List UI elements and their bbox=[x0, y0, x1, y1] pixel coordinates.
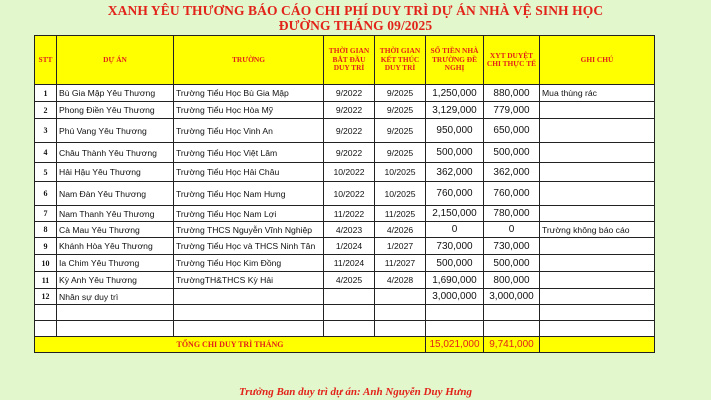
row-start-time: 1/2024 bbox=[324, 238, 375, 255]
row-stt: 4 bbox=[35, 143, 57, 163]
row-project: Nam Đàn Yêu Thương bbox=[57, 182, 174, 206]
row-project: Châu Thành Yêu Thương bbox=[57, 143, 174, 163]
row-notes bbox=[540, 143, 655, 163]
header-notes: GHI CHÚ bbox=[540, 36, 655, 85]
row-requested-amount: 950,000 bbox=[426, 119, 484, 143]
report-title: XANH YÊU THƯƠNG BÁO CÁO CHI PHÍ DUY TRÌ DỰ ÁN NHÀ VỆ SINH HỌC bbox=[107, 3, 604, 18]
table-row bbox=[35, 119, 655, 143]
row-approved-amount: 500,000 bbox=[484, 255, 540, 272]
table-row bbox=[35, 163, 655, 182]
row-approved-amount: 779,000 bbox=[484, 102, 540, 119]
row-notes: Trường không báo cáo bbox=[540, 222, 655, 238]
row-requested-amount: 1,690,000 bbox=[426, 272, 484, 289]
row-approved-amount: 730,000 bbox=[484, 238, 540, 255]
row-approved-amount: 3,000,000 bbox=[484, 289, 540, 305]
row-requested-amount: 1,250,000 bbox=[426, 85, 484, 102]
empty-cell bbox=[484, 321, 540, 337]
row-requested-amount: 500,000 bbox=[426, 143, 484, 163]
row-stt: 10 bbox=[35, 255, 57, 272]
table-row bbox=[35, 85, 655, 102]
header-stt: STT bbox=[35, 36, 57, 85]
row-school: Trường Tiểu Học Kim Đồng bbox=[174, 255, 324, 272]
row-end-time: 4/2028 bbox=[375, 272, 426, 289]
empty-cell bbox=[57, 321, 174, 337]
row-end-time: 10/2025 bbox=[375, 182, 426, 206]
row-end-time: 9/2025 bbox=[375, 119, 426, 143]
header-start-time: THỜI GIAN BẮT ĐẦU DUY TRÌ bbox=[324, 36, 375, 85]
table-row bbox=[35, 272, 655, 289]
row-project: Phú Vang Yêu Thương bbox=[57, 119, 174, 143]
empty-cell bbox=[324, 321, 375, 337]
row-stt: 6 bbox=[35, 182, 57, 206]
table-row bbox=[35, 222, 655, 238]
empty-cell bbox=[540, 321, 655, 337]
row-start-time: 9/2022 bbox=[324, 143, 375, 163]
empty-cell bbox=[484, 305, 540, 321]
row-school: Trường Tiểu Học Hòa Mỹ bbox=[174, 102, 324, 119]
table-row bbox=[35, 289, 655, 305]
row-project: Phong Điền Yêu Thương bbox=[57, 102, 174, 119]
row-end-time: 4/2026 bbox=[375, 222, 426, 238]
row-end-time: 9/2025 bbox=[375, 143, 426, 163]
row-start-time: 9/2022 bbox=[324, 85, 375, 102]
table-header-row bbox=[35, 36, 655, 85]
header-approved-amount: XYT DUYỆT CHI THỰC TẾ bbox=[484, 36, 540, 85]
row-start-time: 10/2022 bbox=[324, 182, 375, 206]
row-school: Trường Tiểu Học Nam Lợi bbox=[174, 206, 324, 222]
table-row bbox=[35, 102, 655, 119]
row-approved-amount: 500,000 bbox=[484, 143, 540, 163]
row-end-time: 1/2027 bbox=[375, 238, 426, 255]
row-school: Trường Tiểu Học Bù Gia Mập bbox=[174, 85, 324, 102]
footer-signature: Trưởng Ban duy trì dự án: Anh Nguyễn Duy Hưng bbox=[239, 386, 472, 398]
row-stt: 8 bbox=[35, 222, 57, 238]
row-start-time: 11/2022 bbox=[324, 206, 375, 222]
row-approved-amount: 780,000 bbox=[484, 206, 540, 222]
row-school: TrườngTH&THCS Kỳ Hải bbox=[174, 272, 324, 289]
row-stt: 12 bbox=[35, 289, 57, 305]
row-approved-amount: 760,000 bbox=[484, 182, 540, 206]
row-school: Trường THCS Nguyễn Vĩnh Nghiệp bbox=[174, 222, 324, 238]
header-project: DỰ ÁN bbox=[57, 36, 174, 85]
row-notes bbox=[540, 255, 655, 272]
row-notes bbox=[540, 206, 655, 222]
row-approved-amount: 650,000 bbox=[484, 119, 540, 143]
row-approved-amount: 362,000 bbox=[484, 163, 540, 182]
row-start-time bbox=[324, 289, 375, 305]
row-start-time: 9/2022 bbox=[324, 119, 375, 143]
row-notes bbox=[540, 119, 655, 143]
report-subtitle: ĐƯỜNG THÁNG 09/2025 bbox=[278, 18, 433, 33]
row-start-time: 10/2022 bbox=[324, 163, 375, 182]
row-school: Trường Tiểu Học Nam Hưng bbox=[174, 182, 324, 206]
row-end-time: 11/2025 bbox=[375, 206, 426, 222]
row-school: Trường Tiểu Học Việt Lâm bbox=[174, 143, 324, 163]
row-stt: 3 bbox=[35, 119, 57, 143]
row-project: Kỳ Anh Yêu Thương bbox=[57, 272, 174, 289]
empty-cell bbox=[174, 305, 324, 321]
row-end-time: 9/2025 bbox=[375, 102, 426, 119]
header-requested-amount: SỐ TIỀN NHÀ TRƯỜNG ĐỀ NGHỊ bbox=[426, 36, 484, 85]
maintenance-cost-table bbox=[34, 35, 655, 353]
empty-row bbox=[35, 321, 655, 337]
table-row bbox=[35, 238, 655, 255]
table-row bbox=[35, 206, 655, 222]
row-requested-amount: 3,129,000 bbox=[426, 102, 484, 119]
empty-cell bbox=[426, 305, 484, 321]
row-stt: 1 bbox=[35, 85, 57, 102]
table-body bbox=[35, 85, 655, 353]
row-end-time: 11/2027 bbox=[375, 255, 426, 272]
row-requested-amount: 3,000,000 bbox=[426, 289, 484, 305]
row-project: Hải Hậu Yêu Thương bbox=[57, 163, 174, 182]
table-row bbox=[35, 255, 655, 272]
table-row bbox=[35, 182, 655, 206]
row-stt: 7 bbox=[35, 206, 57, 222]
row-school bbox=[174, 289, 324, 305]
row-project: Bù Gia Mập Yêu Thương bbox=[57, 85, 174, 102]
row-end-time bbox=[375, 289, 426, 305]
total-notes bbox=[540, 337, 655, 353]
row-notes bbox=[540, 238, 655, 255]
row-approved-amount: 800,000 bbox=[484, 272, 540, 289]
row-project: Cà Mau Yêu Thương bbox=[57, 222, 174, 238]
row-project: Nhân sự duy trì bbox=[57, 289, 174, 305]
empty-cell bbox=[35, 321, 57, 337]
empty-cell bbox=[375, 305, 426, 321]
row-start-time: 11/2024 bbox=[324, 255, 375, 272]
row-start-time: 4/2025 bbox=[324, 272, 375, 289]
row-approved-amount: 880,000 bbox=[484, 85, 540, 102]
empty-cell bbox=[375, 321, 426, 337]
row-project: Nam Thanh Yêu Thương bbox=[57, 206, 174, 222]
empty-cell bbox=[324, 305, 375, 321]
row-notes: Mua thùng rác bbox=[540, 85, 655, 102]
row-requested-amount: 362,000 bbox=[426, 163, 484, 182]
row-requested-amount: 760,000 bbox=[426, 182, 484, 206]
row-notes bbox=[540, 102, 655, 119]
row-project: Ia Chim Yêu Thương bbox=[57, 255, 174, 272]
header-end-time: THỜI GIAN KẾT THÚC DUY TRÌ bbox=[375, 36, 426, 85]
row-notes bbox=[540, 289, 655, 305]
empty-cell bbox=[540, 305, 655, 321]
row-notes bbox=[540, 272, 655, 289]
row-stt: 11 bbox=[35, 272, 57, 289]
row-project: Khánh Hòa Yêu Thương bbox=[57, 238, 174, 255]
row-approved-amount: 0 bbox=[484, 222, 540, 238]
row-school: Trường Tiểu Học Vinh An bbox=[174, 119, 324, 143]
empty-cell bbox=[426, 321, 484, 337]
row-stt: 9 bbox=[35, 238, 57, 255]
row-requested-amount: 500,000 bbox=[426, 255, 484, 272]
row-school: Trường Tiểu Học Hải Châu bbox=[174, 163, 324, 182]
row-stt: 5 bbox=[35, 163, 57, 182]
row-requested-amount: 730,000 bbox=[426, 238, 484, 255]
table-row bbox=[35, 143, 655, 163]
row-end-time: 9/2025 bbox=[375, 85, 426, 102]
row-requested-amount: 0 bbox=[426, 222, 484, 238]
row-notes bbox=[540, 163, 655, 182]
row-requested-amount: 2,150,000 bbox=[426, 206, 484, 222]
total-label: TỔNG CHI DUY TRÌ THÁNG bbox=[35, 337, 426, 353]
empty-cell bbox=[174, 321, 324, 337]
total-row bbox=[35, 337, 655, 353]
row-end-time: 10/2025 bbox=[375, 163, 426, 182]
row-start-time: 9/2022 bbox=[324, 102, 375, 119]
empty-cell bbox=[57, 305, 174, 321]
row-notes bbox=[540, 182, 655, 206]
total-requested: 15,021,000 bbox=[426, 337, 484, 353]
total-approved: 9,741,000 bbox=[484, 337, 540, 353]
header-school: TRƯỜNG bbox=[174, 36, 324, 85]
row-start-time: 4/2023 bbox=[324, 222, 375, 238]
row-school: Trường Tiểu Học và THCS Ninh Tân bbox=[174, 238, 324, 255]
empty-cell bbox=[35, 305, 57, 321]
row-stt: 2 bbox=[35, 102, 57, 119]
empty-row bbox=[35, 305, 655, 321]
